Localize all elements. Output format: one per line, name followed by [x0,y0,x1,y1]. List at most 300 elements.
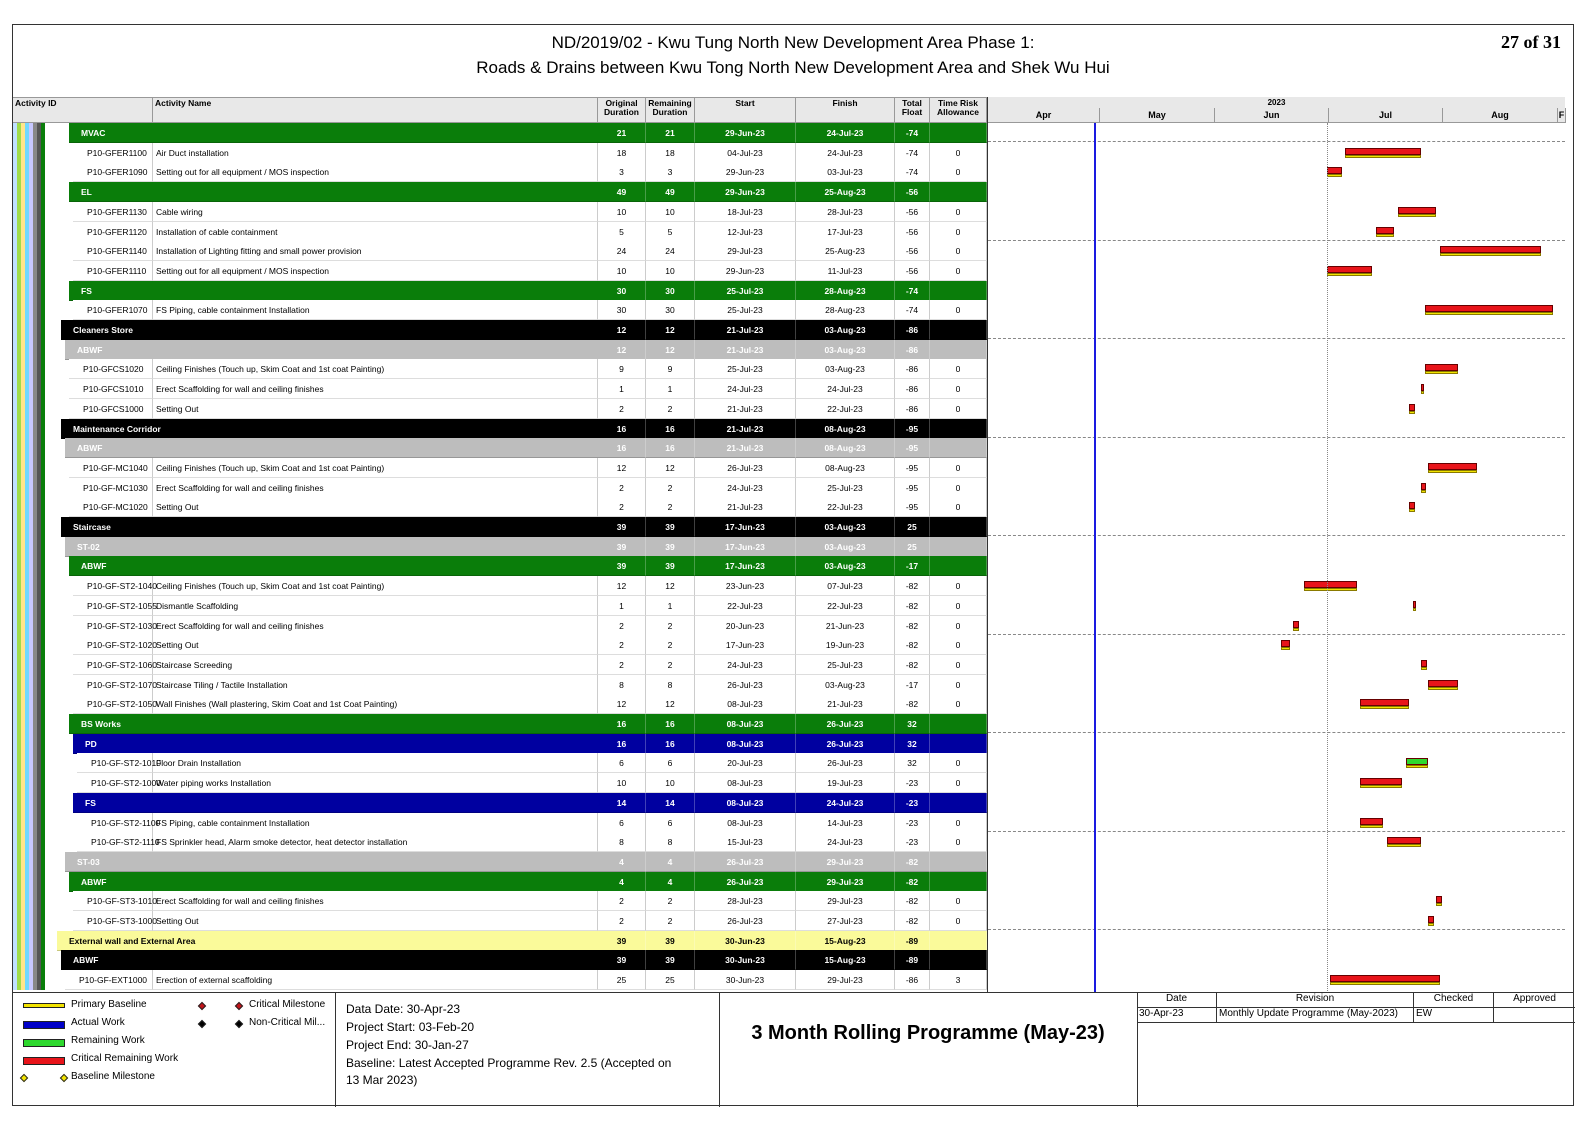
cell-rd: 16 [646,734,695,754]
activity-row[interactable] [13,635,987,655]
cell-od: 8 [598,832,646,852]
cell-name: FS Piping, cable containment Installation [153,300,598,320]
cell-start: 08-Jul-23 [695,714,796,734]
cell-name: Cable wiring [153,202,598,222]
non-critical-milestone-icon [198,1020,206,1028]
header-remaining-duration-l2: Duration [652,107,688,117]
baseline-bar [1428,923,1434,926]
baseline-bar [1360,825,1383,828]
cell-start: 21-Jul-23 [695,419,796,439]
cell-tra [930,714,987,734]
baseline-bar [1428,470,1477,473]
project-end: Project End: 30-Jan-27 [346,1038,469,1052]
cell-od: 2 [598,616,646,636]
cell-od: 16 [598,438,646,458]
gantt-separator [988,535,1565,536]
cell-od: 10 [598,261,646,281]
cell-start: 29-Jun-23 [695,182,796,202]
cell-name: Erect Scaffolding for wall and ceiling finishes [153,379,598,399]
baseline-bar [1440,253,1542,256]
activity-row[interactable] [13,911,987,931]
cell-start: 23-Jun-23 [695,576,796,596]
cell-finish: 03-Aug-23 [796,556,895,576]
cell-od: 10 [598,202,646,222]
baseline-bar [1413,608,1416,611]
cell-tf: -86 [895,970,930,990]
cell-finish: 03-Aug-23 [796,320,895,340]
baseline-bar [1428,687,1458,690]
cell-od: 4 [598,872,646,892]
cell-tf: -74 [895,143,930,163]
cell-od: 12 [598,576,646,596]
cell-id: ABWF [65,340,598,360]
critical-remaining-bar[interactable] [1428,680,1458,687]
cell-finish: 17-Jul-23 [796,222,895,242]
wbs-group-row[interactable] [13,556,987,576]
cell-od: 10 [598,773,646,793]
wbs-group-row[interactable] [13,340,987,360]
cell-rd: 39 [646,931,695,951]
cell-tra: 0 [930,202,987,222]
baseline-line-2: 13 Mar 2023) [346,1073,418,1087]
cell-rd: 2 [646,635,695,655]
cell-finish: 07-Jul-23 [796,576,895,596]
cell-start: 24-Jul-23 [695,655,796,675]
gantt-chart [987,97,1565,992]
critical-remaining-bar[interactable] [1304,581,1357,588]
baseline-bar [1409,509,1415,512]
cell-finish: 03-Aug-23 [796,359,895,379]
cell-start: 26-Jul-23 [695,458,796,478]
cell-id: P10-GF-EXT1000 [65,970,153,990]
activity-row[interactable] [13,813,987,833]
cell-rd: 25 [646,970,695,990]
cell-od: 16 [598,734,646,754]
cell-tf: -89 [895,950,930,970]
critical-remaining-bar[interactable] [1330,975,1439,982]
cell-finish: 25-Aug-23 [796,241,895,261]
cell-tf: -23 [895,832,930,852]
project-start: Project Start: 03-Feb-20 [346,1020,475,1034]
critical-remaining-bar[interactable] [1421,384,1424,391]
cell-od: 12 [598,320,646,340]
cell-od: 14 [598,793,646,813]
cell-tf: -56 [895,261,930,281]
wbs-group-row[interactable] [13,123,987,143]
cell-tf: 32 [895,734,930,754]
cell-tra: 0 [930,162,987,182]
cell-id: P10-GF-ST3-1000 [73,911,153,931]
project-title-line-2: Roads & Drains between Kwu Tong North New Development Area and Shek Wu Hui [476,58,1110,77]
cell-finish: 29-Jul-23 [796,872,895,892]
cell-tf: -82 [895,576,930,596]
activity-row[interactable] [13,458,987,478]
cell-rd: 8 [646,675,695,695]
cell-rd: 8 [646,832,695,852]
activity-row[interactable] [13,241,987,261]
cell-tf: -95 [895,458,930,478]
cell-tf: 32 [895,714,930,734]
baseline-bar [1360,785,1401,788]
baseline-bar [1327,174,1342,177]
cell-id: ABWF [69,872,598,892]
wbs-group-row[interactable] [13,950,987,970]
cell-finish: 03-Jul-23 [796,162,895,182]
cell-id: FS [69,281,598,301]
cell-name: Erect Scaffolding for wall and ceiling finishes [153,616,598,636]
cell-od: 9 [598,359,646,379]
cell-tra [930,931,987,951]
revision-table [1137,993,1575,1107]
header-finish[interactable]: Finish [796,97,895,123]
gantt-separator [988,240,1565,241]
header-activity-id[interactable]: Activity ID [13,97,153,123]
critical-remaining-bar[interactable] [1425,305,1553,312]
cell-rd: 2 [646,497,695,517]
activity-row[interactable] [13,143,987,163]
activity-row[interactable] [13,675,987,695]
cell-tra: 0 [930,458,987,478]
cell-finish: 28-Aug-23 [796,281,895,301]
cell-name: FS Piping, cable containment Installation [153,813,598,833]
cell-id: ABWF [61,950,598,970]
cell-tf: -23 [895,773,930,793]
critical-remaining-bar[interactable] [1436,896,1442,903]
gantt-separator [988,831,1565,832]
cell-id: P10-GFCS1020 [69,359,153,379]
wbs-group-row[interactable] [13,931,987,951]
cell-tf: -82 [895,655,930,675]
baseline-bar [1376,234,1395,237]
wbs-group-row[interactable] [13,182,987,202]
critical-remaining-bar[interactable] [1281,640,1290,647]
cell-tf: -23 [895,813,930,833]
cell-start: 30-Jun-23 [695,970,796,990]
cell-start: 28-Jul-23 [695,891,796,911]
cell-finish: 22-Jul-23 [796,399,895,419]
header-total-float[interactable] [895,97,930,123]
remaining-work-swatch [23,1039,65,1047]
legend-critical-milestone: Critical Milestone [249,999,326,1010]
critical-milestone-icon [198,1002,206,1010]
cell-start: 30-Jun-23 [695,950,796,970]
baseline-bar [1398,214,1436,217]
cell-tra: 0 [930,497,987,517]
cell-start: 29-Jun-23 [695,162,796,182]
activity-row[interactable] [13,261,987,281]
cell-finish: 21-Jul-23 [796,694,895,714]
cell-start: 08-Jul-23 [695,773,796,793]
cell-tf: -74 [895,300,930,320]
cell-finish: 25-Jul-23 [796,478,895,498]
header-original-duration[interactable] [598,97,646,123]
activity-row[interactable] [13,891,987,911]
cell-tf: -56 [895,222,930,242]
critical-remaining-bar[interactable] [1428,463,1477,470]
cell-name: FS Sprinkler head, Alarm smoke detector, heat detector installation [153,832,598,852]
gantt-separator [988,732,1565,733]
critical-remaining-bar[interactable] [1387,837,1421,844]
cell-od: 49 [598,182,646,202]
header-original-duration-l1: Original [605,98,638,108]
cell-tf: -82 [895,596,930,616]
cell-tra: 0 [930,911,987,931]
cell-tra: 0 [930,832,987,852]
cell-finish: 27-Jul-23 [796,911,895,931]
cell-name: Air Duct installation [153,143,598,163]
cell-od: 24 [598,241,646,261]
cell-od: 2 [598,497,646,517]
cell-rd: 12 [646,694,695,714]
cell-od: 1 [598,379,646,399]
activity-row[interactable] [13,753,987,773]
timescale-year: 2023 [988,97,1565,109]
cell-start: 08-Jul-23 [695,793,796,813]
wbs-group-row[interactable] [13,852,987,872]
cell-start: 18-Jul-23 [695,202,796,222]
timescale-month: Aug [1443,108,1558,123]
cell-od: 39 [598,556,646,576]
cell-rd: 2 [646,399,695,419]
cell-id: P10-GFER1110 [73,261,153,281]
critical-remaining-bar[interactable] [1413,601,1416,608]
cell-finish: 08-Aug-23 [796,419,895,439]
activity-row[interactable] [13,478,987,498]
cell-od: 30 [598,300,646,320]
cell-tf: -86 [895,320,930,340]
cell-finish: 19-Jul-23 [796,773,895,793]
critical-remaining-bar[interactable] [1425,364,1459,371]
cell-id: P10-GFCS1000 [69,399,153,419]
remaining-work-bar[interactable] [1406,758,1429,765]
programme-title: 3 Month Rolling Programme (May-23) [719,993,1138,1107]
cell-id: P10-GF-ST2-1070 [73,675,153,695]
cell-rd: 6 [646,753,695,773]
cell-id: P10-GF-MC1040 [69,458,153,478]
baseline-bar [1425,371,1459,374]
cell-tra: 0 [930,813,987,833]
legend-baseline-milestone: Baseline Milestone [71,1071,155,1082]
wbs-group-row[interactable] [13,281,987,301]
critical-remaining-bar[interactable] [1360,699,1409,706]
cell-od: 2 [598,635,646,655]
cell-rd: 12 [646,340,695,360]
cell-tra: 0 [930,773,987,793]
critical-remaining-bar[interactable] [1421,660,1427,667]
cell-start: 21-Jul-23 [695,340,796,360]
critical-remaining-bar[interactable] [1327,266,1372,273]
critical-remaining-bar[interactable] [1327,167,1342,174]
legend-actual-work: Actual Work [71,1017,125,1028]
activity-row[interactable] [13,497,987,517]
cell-id: ABWF [65,438,598,458]
data-date-line [1094,123,1096,993]
cell-tf: -82 [895,891,930,911]
wbs-group-row[interactable] [13,714,987,734]
wbs-group-row[interactable] [13,872,987,892]
cell-rd: 2 [646,478,695,498]
cell-finish: 03-Aug-23 [796,517,895,537]
timescale-month: Jul [1329,108,1443,123]
cell-rd: 9 [646,359,695,379]
gantt-separator [988,929,1565,930]
baseline-bar [1436,903,1442,906]
critical-remaining-bar[interactable] [1293,621,1299,628]
cell-tra [930,872,987,892]
critical-remaining-bar[interactable] [1360,818,1383,825]
cell-name: Setting out for all equipment / MOS inspection [153,162,598,182]
cell-start: 26-Jul-23 [695,911,796,931]
baseline-milestone-icon [20,1074,28,1082]
activity-row[interactable] [13,616,987,636]
activity-row[interactable] [13,399,987,419]
cell-tra: 0 [930,300,987,320]
critical-remaining-bar[interactable] [1376,227,1395,234]
cell-start: 21-Jul-23 [695,438,796,458]
critical-remaining-bar[interactable] [1421,483,1427,490]
cell-rd: 1 [646,379,695,399]
cell-tra: 0 [930,143,987,163]
cell-rd: 4 [646,872,695,892]
cell-rd: 24 [646,241,695,261]
cell-tra [930,950,987,970]
cell-start: 29-Jun-23 [695,123,796,143]
critical-remaining-bar[interactable] [1360,778,1401,785]
baseline-milestone-icon-2 [60,1074,68,1082]
cell-tf: 25 [895,537,930,557]
activity-row[interactable] [13,576,987,596]
activity-row[interactable] [13,202,987,222]
cell-id: P10-GF-ST2-1020 [73,635,153,655]
cell-rd: 4 [646,852,695,872]
critical-remaining-bar[interactable] [1345,148,1420,155]
legend-panel [13,993,336,1107]
cell-finish: 24-Jul-23 [796,379,895,399]
cell-rd: 30 [646,281,695,301]
wbs-group-row[interactable] [13,320,987,340]
wbs-group-row[interactable] [13,517,987,537]
cell-tf: -82 [895,635,930,655]
wbs-group-row[interactable] [13,537,987,557]
cell-start: 21-Jul-23 [695,399,796,419]
cell-rd: 18 [646,143,695,163]
critical-remaining-bar[interactable] [1409,404,1415,411]
critical-remaining-bar[interactable] [1409,502,1415,509]
cell-name: Floor Drain Installation [153,753,598,773]
wbs-group-row[interactable] [13,419,987,439]
cell-start: 17-Jun-23 [695,517,796,537]
rev-header-approved: Approved [1494,993,1575,1008]
cell-id: External wall and External Area [57,931,598,951]
cell-tf: -86 [895,399,930,419]
cell-tf: -86 [895,340,930,360]
cell-start: 08-Jul-23 [695,694,796,714]
cell-tf: -82 [895,911,930,931]
cell-finish: 14-Jul-23 [796,813,895,833]
cell-start: 20-Jun-23 [695,616,796,636]
cell-rd: 12 [646,576,695,596]
legend-remaining-work: Remaining Work [71,1035,145,1046]
month-boundary-line [1327,123,1328,993]
cell-start: 22-Jul-23 [695,596,796,616]
cell-name: Ceiling Finishes (Touch up, Skim Coat and 1st coat Painting) [153,576,598,596]
cell-tf: -82 [895,694,930,714]
wbs-group-row[interactable] [13,734,987,754]
legend-critical-remaining-work: Critical Remaining Work [71,1053,179,1064]
critical-remaining-bar[interactable] [1398,207,1436,214]
cell-finish: 15-Aug-23 [796,950,895,970]
critical-remaining-bar[interactable] [1428,916,1434,923]
activity-row[interactable] [13,970,987,990]
baseline-bar [1421,490,1427,493]
cell-start: 08-Jul-23 [695,734,796,754]
activity-row[interactable] [13,596,987,616]
cell-tf: -95 [895,419,930,439]
activity-row[interactable] [13,655,987,675]
activity-row[interactable] [13,694,987,714]
wbs-group-row[interactable] [13,793,987,813]
data-date: Data Date: 30-Apr-23 [346,1002,461,1016]
header-activity-name[interactable]: Activity Name [153,97,598,123]
cell-finish: 26-Jul-23 [796,714,895,734]
header-remaining-duration[interactable] [646,97,695,123]
cell-tf: 25 [895,517,930,537]
gantt-separator [988,634,1565,635]
cell-start: 17-Jun-23 [695,556,796,576]
cell-rd: 39 [646,537,695,557]
cell-start: 26-Jul-23 [695,852,796,872]
cell-od: 6 [598,753,646,773]
critical-remaining-bar[interactable] [1440,246,1542,253]
cell-id: FS [73,793,598,813]
rev-checked: EW [1414,1008,1494,1023]
cell-tf: -74 [895,123,930,143]
activity-row[interactable] [13,773,987,793]
baseline-bar [1345,155,1420,158]
cell-finish: 21-Jun-23 [796,616,895,636]
primary-baseline-swatch [23,1003,65,1008]
cell-tra [930,438,987,458]
cell-od: 39 [598,517,646,537]
cell-finish: 22-Jul-23 [796,596,895,616]
wbs-group-row[interactable] [13,438,987,458]
activity-row[interactable] [13,222,987,242]
cell-tf: -89 [895,931,930,951]
cell-id: ST-02 [65,537,598,557]
cell-tra [930,734,987,754]
cell-od: 21 [598,123,646,143]
timescale-month: Jun [1215,108,1329,123]
activity-row[interactable] [13,379,987,399]
cell-finish: 03-Aug-23 [796,675,895,695]
activity-row[interactable] [13,359,987,379]
cell-tra: 3 [930,970,987,990]
cell-rd: 10 [646,773,695,793]
cell-finish: 28-Jul-23 [796,202,895,222]
footer [13,992,1573,1107]
header-start[interactable]: Start [695,97,796,123]
cell-od: 16 [598,714,646,734]
cell-finish: 08-Aug-23 [796,438,895,458]
activity-row[interactable] [13,832,987,852]
gantt-separator [988,338,1565,339]
activity-row[interactable] [13,162,987,182]
activity-row[interactable] [13,300,987,320]
cell-name: Staircase Screeding [153,655,598,675]
cell-id: Cleaners Store [61,320,598,340]
header-time-risk-allowance[interactable] [930,97,987,123]
header-total-float-l2: Float [901,107,923,117]
